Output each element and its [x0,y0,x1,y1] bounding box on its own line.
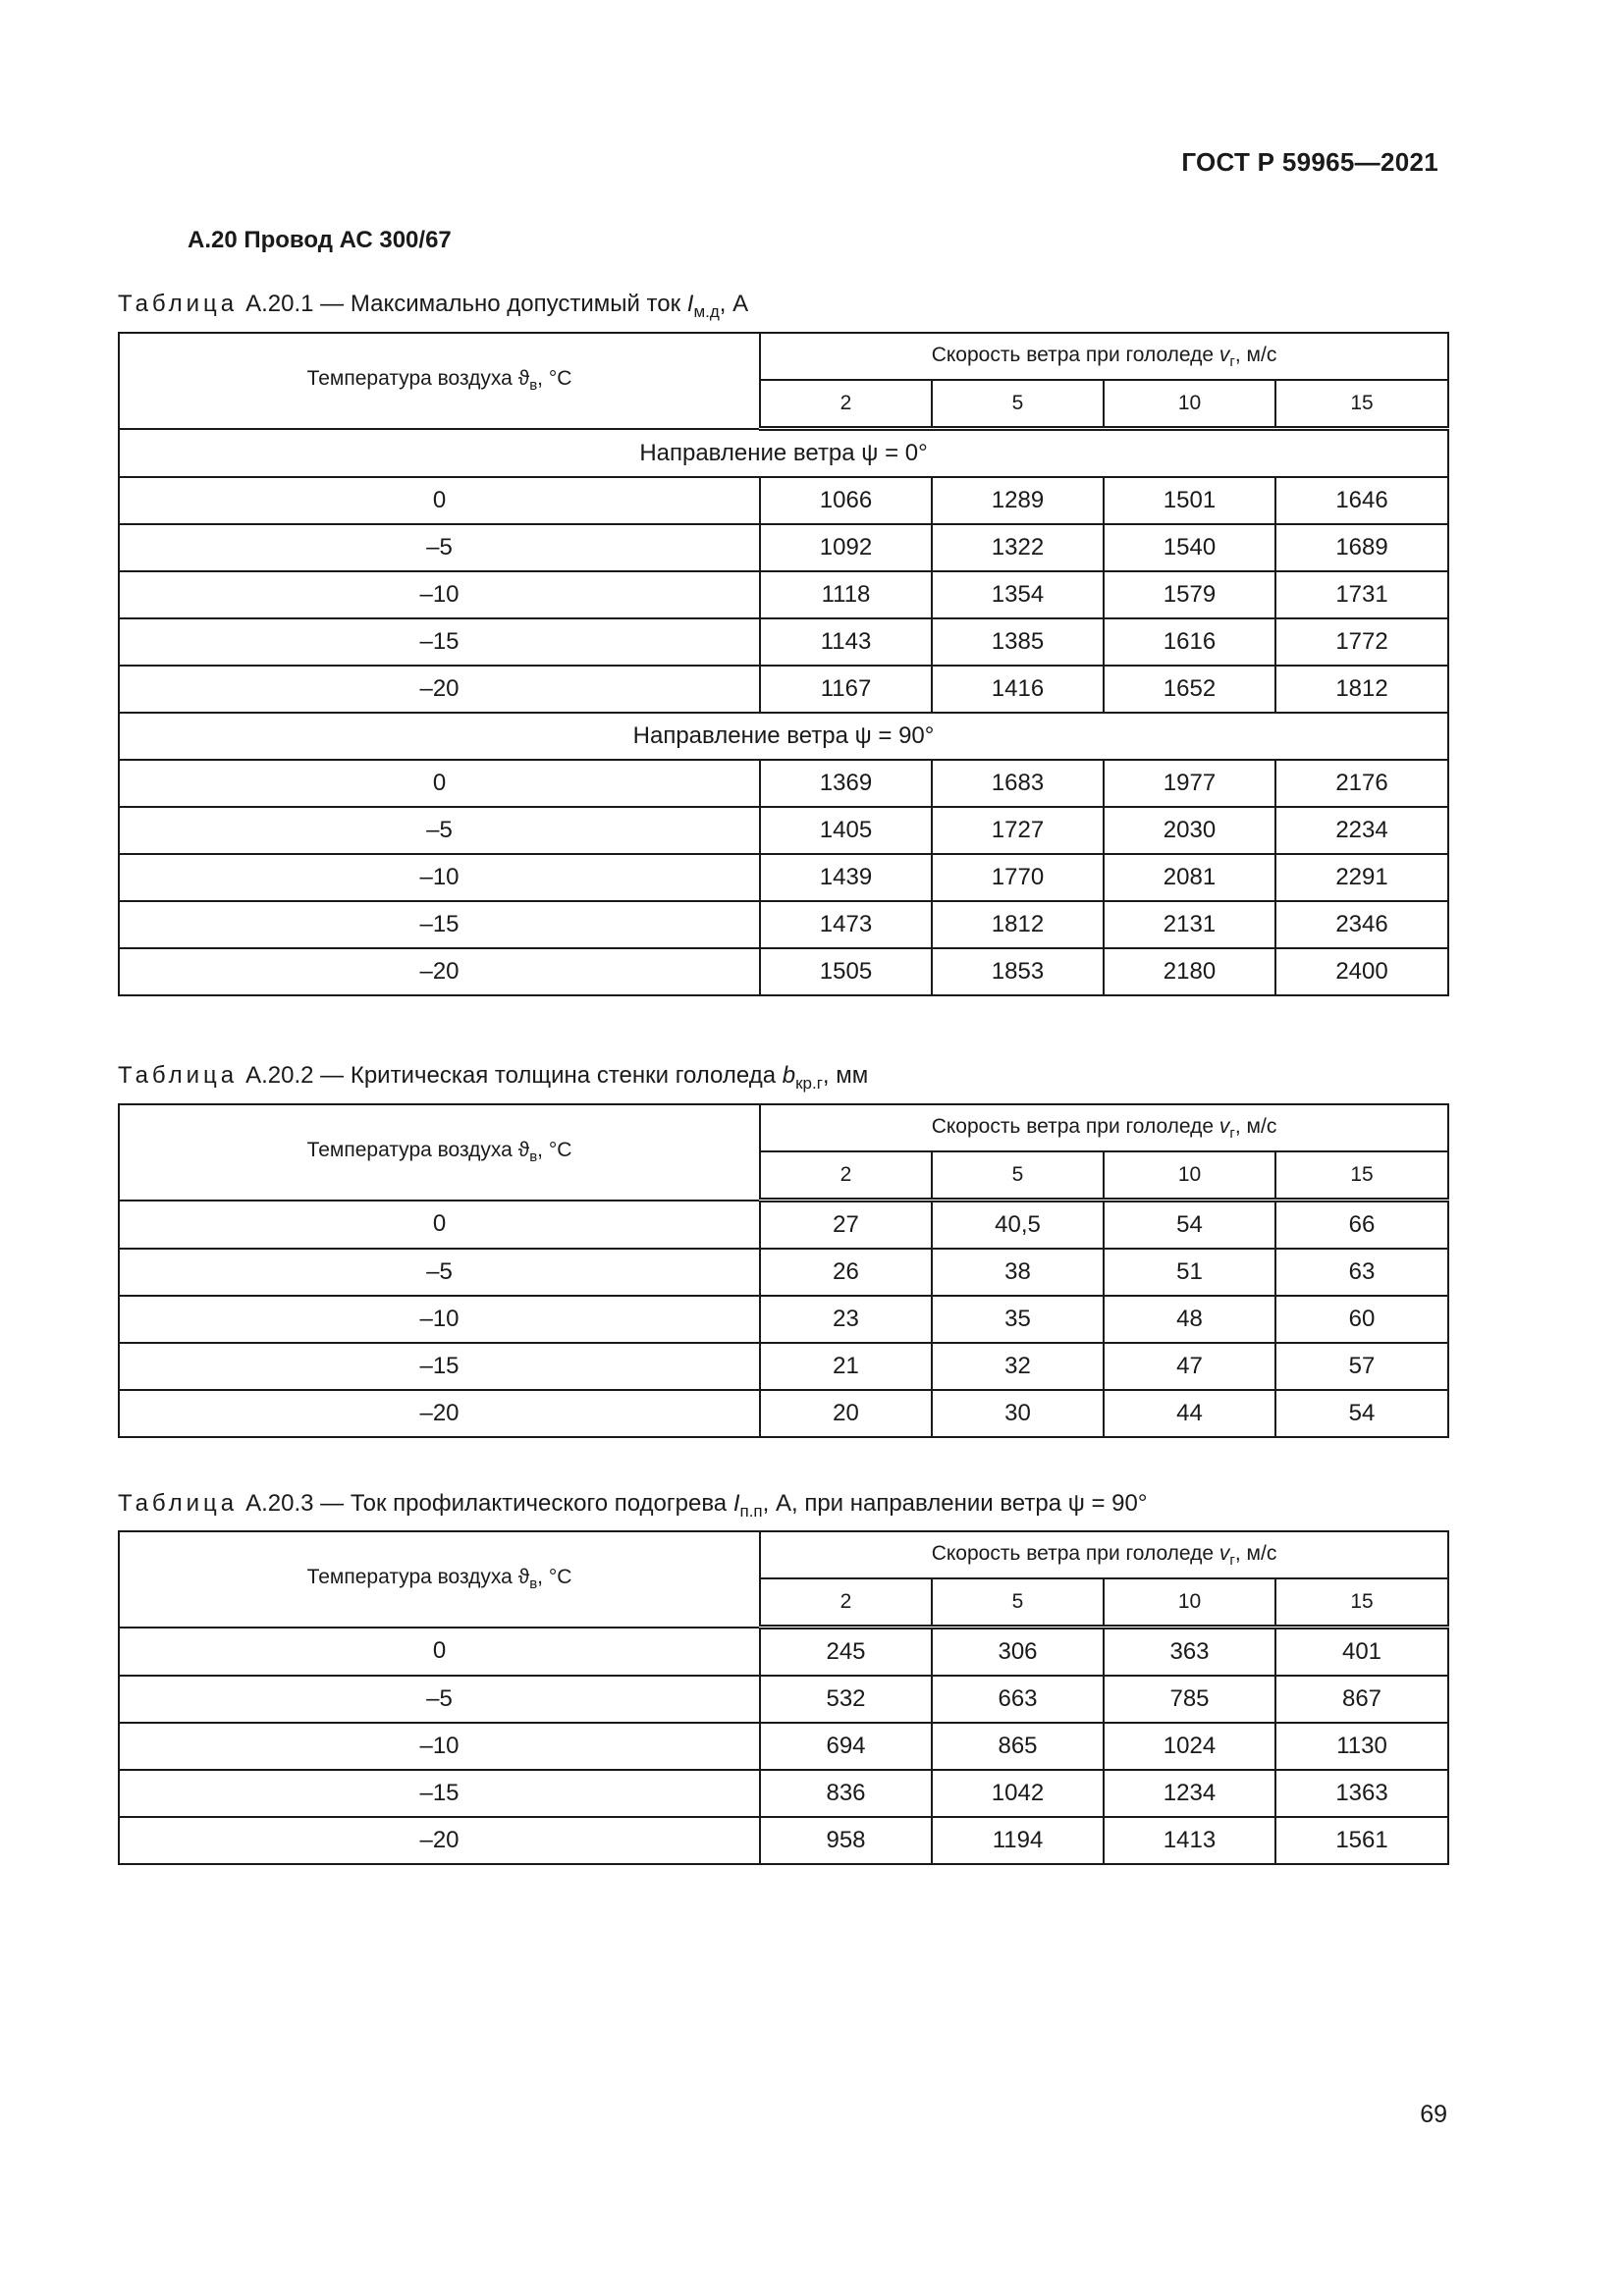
speed-header: 15 [1275,1578,1448,1628]
value-cell: 1143 [760,618,932,666]
caption-tail: , А, при направлении ветра ψ = 90° [762,1490,1148,1517]
temperature-cell: 0 [119,1201,760,1250]
wind-speed-header [760,333,1448,380]
table-row [119,901,1448,948]
value-cell: 1167 [760,666,932,713]
value-cell: 60 [1275,1296,1448,1343]
value-cell: 1812 [932,901,1104,948]
temperature-cell: 0 [119,1628,760,1677]
wind-speed-header [760,1104,1448,1151]
wind-speed-header-label: Скорость ветра при гололеде [931,1114,1219,1138]
caption-word: Таблица [118,291,239,317]
value-cell: 1354 [932,571,1104,618]
value-cell: 2400 [1275,948,1448,995]
temperature-cell: –10 [119,1723,760,1770]
speed-header: 2 [760,380,932,429]
value-cell: 836 [760,1770,932,1817]
temperature-header-label: Температура воздуха ϑ [306,1139,530,1162]
value-cell: 21 [760,1343,932,1390]
wind-speed-variable: v [1218,343,1230,366]
table-row [119,1296,1448,1343]
wind-speed-variable: v [1218,1114,1230,1138]
table-1 [118,332,1449,996]
table-row [119,1343,1448,1390]
speed-header: 2 [760,1151,932,1201]
value-cell: 1473 [760,901,932,948]
temperature-cell: –5 [119,807,760,854]
temperature-header-unit: , °С [537,1566,572,1589]
value-cell: 2081 [1104,854,1275,901]
table-row [119,948,1448,995]
table-row [119,807,1448,854]
table-3 [118,1530,1449,1865]
value-cell: 1646 [1275,477,1448,524]
direction-row: Направление ветра ψ = 0° [119,429,1448,478]
temperature-header-label: Температура воздуха ϑ [306,367,530,391]
wind-speed-unit: , м/с [1234,1541,1277,1565]
temperature-cell: –10 [119,854,760,901]
value-cell: 2176 [1275,760,1448,807]
value-cell: 35 [932,1296,1104,1343]
value-cell: 30 [932,1390,1104,1437]
value-cell: 1689 [1275,524,1448,571]
value-cell: 1234 [1104,1770,1275,1817]
value-cell: 2234 [1275,807,1448,854]
value-cell: 32 [932,1343,1104,1390]
temperature-header-subscript: в [529,1148,538,1166]
speed-header: 5 [932,1151,1104,1201]
value-cell: 54 [1104,1201,1275,1250]
table-row [119,666,1448,713]
table-row [119,571,1448,618]
temperature-header [119,333,760,429]
value-cell: 532 [760,1676,932,1723]
temperature-cell: –20 [119,948,760,995]
table-row [119,477,1448,524]
temperature-header-unit: , °С [537,1139,572,1162]
value-cell: 1363 [1275,1770,1448,1817]
wind-speed-subscript: г [1229,352,1235,370]
value-cell: 1727 [932,807,1104,854]
temperature-header-unit: , °С [537,367,572,391]
wind-speed-header-label: Скорость ветра при гололеде [931,343,1219,366]
value-cell: 1385 [932,618,1104,666]
page-number: 69 [1420,2101,1447,2128]
temperature-cell: –5 [119,524,760,571]
value-cell: 63 [1275,1249,1448,1296]
table-2-caption [118,1062,868,1094]
value-cell: 1413 [1104,1817,1275,1864]
value-cell: 1322 [932,524,1104,571]
table-row [119,1390,1448,1437]
table-row [119,1723,1448,1770]
temperature-cell: –5 [119,1249,760,1296]
speed-header: 2 [760,1578,932,1628]
value-cell: 66 [1275,1201,1448,1250]
value-cell: 663 [932,1676,1104,1723]
value-cell: 23 [760,1296,932,1343]
value-cell: 20 [760,1390,932,1437]
value-cell: 1540 [1104,524,1275,571]
value-cell: 2131 [1104,901,1275,948]
value-cell: 1194 [932,1817,1104,1864]
value-cell: 1501 [1104,477,1275,524]
value-cell: 363 [1104,1628,1275,1677]
wind-speed-header [760,1531,1448,1578]
wind-speed-unit: , м/с [1234,1114,1277,1138]
value-cell: 1561 [1275,1817,1448,1864]
temperature-cell: –10 [119,1296,760,1343]
temperature-header [119,1531,760,1628]
value-cell: 40,5 [932,1201,1104,1250]
table-3-caption [118,1490,1147,1522]
value-cell: 1853 [932,948,1104,995]
value-cell: 2030 [1104,807,1275,854]
speed-header: 15 [1275,380,1448,429]
document-code: ГОСТ Р 59965—2021 [1181,147,1438,177]
value-cell: 38 [932,1249,1104,1296]
caption-text: А.20.3 — Ток профилактического подогрева [245,1490,733,1517]
value-cell: 1579 [1104,571,1275,618]
temperature-header-subscript: в [529,1575,538,1593]
value-cell: 1731 [1275,571,1448,618]
value-cell: 1289 [932,477,1104,524]
table-2 [118,1103,1449,1438]
value-cell: 51 [1104,1249,1275,1296]
caption-text: А.20.1 — Максимально допустимый ток [245,291,687,317]
value-cell: 694 [760,1723,932,1770]
value-cell: 47 [1104,1343,1275,1390]
value-cell: 2346 [1275,901,1448,948]
table-row [119,1628,1448,1677]
value-cell: 1042 [932,1770,1104,1817]
value-cell: 1683 [932,760,1104,807]
caption-variable: I [686,291,694,317]
value-cell: 401 [1275,1628,1448,1677]
speed-header: 5 [932,380,1104,429]
value-cell: 867 [1275,1676,1448,1723]
table-row [119,1201,1448,1250]
table-row [119,1770,1448,1817]
value-cell: 1439 [760,854,932,901]
caption-tail: , мм [822,1062,869,1089]
temperature-cell: –20 [119,666,760,713]
value-cell: 44 [1104,1390,1275,1437]
table-row [119,1249,1448,1296]
value-cell: 57 [1275,1343,1448,1390]
temperature-cell: –20 [119,1817,760,1864]
temperature-header-subscript: в [529,377,538,395]
temperature-cell: 0 [119,477,760,524]
value-cell: 865 [932,1723,1104,1770]
caption-text: А.20.2 — Критическая толщина стенки гололеда [245,1062,783,1089]
value-cell: 48 [1104,1296,1275,1343]
speed-header: 10 [1104,1151,1275,1201]
temperature-cell: –20 [119,1390,760,1437]
value-cell: 1616 [1104,618,1275,666]
temperature-cell: –15 [119,618,760,666]
table-row [119,618,1448,666]
table-row [119,1817,1448,1864]
caption-subscript: п.п [739,1502,763,1521]
value-cell: 1977 [1104,760,1275,807]
speed-header: 5 [932,1578,1104,1628]
value-cell: 26 [760,1249,932,1296]
temperature-cell: –5 [119,1676,760,1723]
table-1-caption [118,291,748,322]
wind-speed-subscript: г [1229,1124,1235,1142]
temperature-cell: –15 [119,1770,760,1817]
direction-row: Направление ветра ψ = 90° [119,713,1448,760]
table-row [119,1676,1448,1723]
value-cell: 1770 [932,854,1104,901]
value-cell: 1405 [760,807,932,854]
value-cell: 1369 [760,760,932,807]
value-cell: 1024 [1104,1723,1275,1770]
caption-subscript: кр.г [795,1074,823,1093]
speed-header: 10 [1104,380,1275,429]
value-cell: 1118 [760,571,932,618]
value-cell: 958 [760,1817,932,1864]
temperature-cell: –10 [119,571,760,618]
temperature-cell: –15 [119,1343,760,1390]
temperature-cell: –15 [119,901,760,948]
temperature-header [119,1104,760,1201]
caption-subscript: м.д [693,302,720,321]
caption-word: Таблица [118,1062,239,1089]
section-heading: А.20 Провод АС 300/67 [188,227,452,253]
value-cell: 1130 [1275,1723,1448,1770]
value-cell: 1652 [1104,666,1275,713]
caption-word: Таблица [118,1490,239,1517]
value-cell: 2291 [1275,854,1448,901]
table-row [119,854,1448,901]
value-cell: 245 [760,1628,932,1677]
temperature-cell: 0 [119,760,760,807]
table-row [119,760,1448,807]
table-row [119,524,1448,571]
value-cell: 1772 [1275,618,1448,666]
value-cell: 1416 [932,666,1104,713]
value-cell: 27 [760,1201,932,1250]
wind-speed-variable: v [1218,1541,1230,1565]
value-cell: 785 [1104,1676,1275,1723]
value-cell: 1066 [760,477,932,524]
caption-tail: , А [719,291,749,317]
value-cell: 1505 [760,948,932,995]
wind-speed-unit: , м/с [1234,343,1277,366]
value-cell: 54 [1275,1390,1448,1437]
value-cell: 1092 [760,524,932,571]
wind-speed-subscript: г [1229,1551,1235,1569]
value-cell: 306 [932,1628,1104,1677]
speed-header: 15 [1275,1151,1448,1201]
caption-variable: b [782,1062,796,1089]
value-cell: 2180 [1104,948,1275,995]
temperature-header-label: Температура воздуха ϑ [306,1566,530,1589]
caption-variable: I [732,1490,740,1517]
speed-header: 10 [1104,1578,1275,1628]
wind-speed-header-label: Скорость ветра при гололеде [931,1541,1219,1565]
value-cell: 1812 [1275,666,1448,713]
